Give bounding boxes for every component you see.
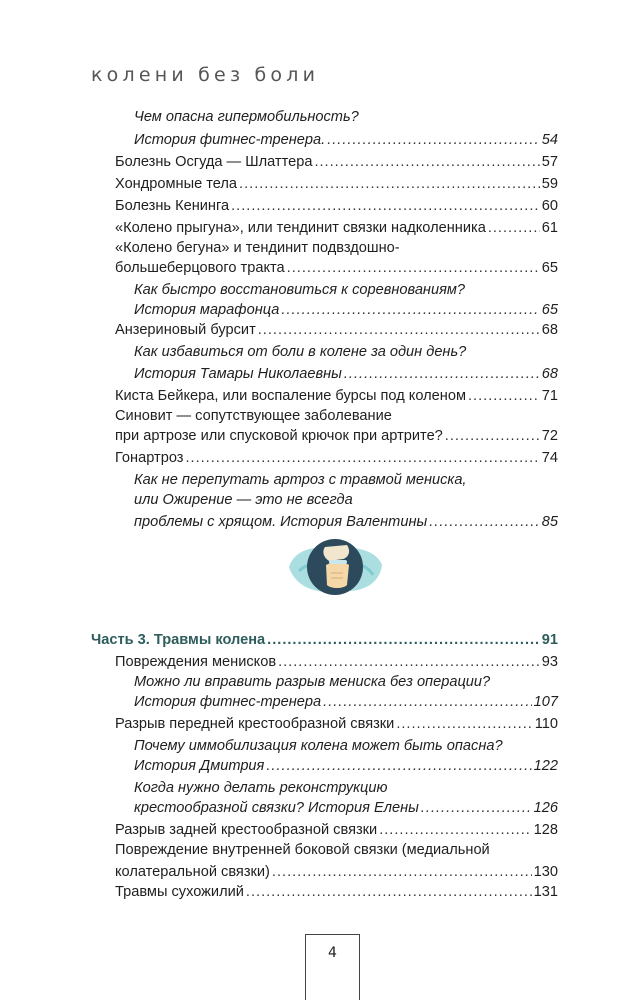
toc-page-number: 85 (541, 514, 558, 530)
toc-entry (134, 756, 558, 776)
toc-entry-title: Разрыв задней крестообразной связки (115, 822, 378, 838)
dot-leader (287, 258, 540, 278)
dot-leader (421, 798, 532, 818)
toc-page-number: 68 (541, 366, 558, 382)
dot-leader (267, 630, 540, 650)
dot-leader (278, 652, 540, 672)
toc-entry-title: Гонартроз (115, 450, 184, 466)
toc-entry (115, 386, 558, 406)
dot-leader (266, 756, 531, 776)
toc-page-number: 74 (541, 450, 558, 466)
dot-leader (488, 218, 540, 238)
dot-leader (344, 364, 540, 384)
dot-leader (185, 448, 539, 468)
running-header: колени без боли (91, 64, 320, 86)
dot-leader (281, 300, 539, 320)
dot-leader (323, 692, 532, 712)
toc-page-number: 91 (541, 632, 558, 648)
toc-entry (134, 300, 558, 320)
toc-entry-line: Повреждение внутренней боковой связки (медиальной (115, 842, 490, 858)
toc-entry (134, 130, 558, 150)
toc-entry-title: История фитнес-тренера (134, 694, 322, 710)
toc-entry (115, 320, 558, 340)
dot-leader (272, 862, 532, 882)
toc-entry-line: Как быстро восстановиться к соревнованиям? (134, 282, 465, 298)
toc-entry (134, 798, 558, 818)
toc-entry-line: или Ожирение — это не всегда (134, 492, 353, 508)
toc-entry-title: при артрозе или спусковой крючок при артрите? (115, 428, 443, 444)
toc-page-number: 128 (533, 822, 558, 838)
toc-entry-title: крестообразной связки? История Елены (134, 800, 419, 816)
dot-leader (231, 196, 540, 216)
toc-entry (134, 692, 558, 712)
toc-entry-line: Почему иммобилизация колена может быть опасна? (134, 738, 503, 754)
toc-page-number: 110 (534, 716, 558, 732)
dot-leader (396, 714, 532, 734)
toc-entry-title: Повреждения менисков (115, 654, 277, 670)
dot-leader (258, 320, 540, 340)
toc-entry-title: большеберцового тракта (115, 260, 285, 276)
toc-entry-title: Болезнь Осгуда — Шлаттера (115, 154, 313, 170)
toc-page-number: 72 (541, 428, 558, 444)
toc-entry (115, 152, 558, 172)
toc-page-number: 59 (541, 176, 558, 192)
toc-entry (115, 174, 558, 194)
toc-entry-title: проблемы с хрящом. История Валентины (134, 514, 428, 530)
dot-leader (239, 174, 540, 194)
toc-entry (115, 258, 558, 278)
toc-page-number: 54 (541, 132, 558, 148)
toc-page-number: 57 (541, 154, 558, 170)
toc-entry (115, 882, 558, 902)
toc-entry-title: Часть 3. Травмы колена (91, 632, 266, 648)
toc-entry-line: Как не перепутать артроз с травмой мениска, (134, 472, 467, 488)
toc-entry-title: Болезнь Кенинга (115, 198, 230, 214)
page-number: 4 (305, 934, 360, 1000)
knee-joint-icon (285, 527, 385, 607)
toc-page-number: 131 (533, 884, 558, 900)
toc-page-number: 107 (533, 694, 558, 710)
toc-entry-title: Разрыв передней крестообразной связки (115, 716, 395, 732)
dot-leader (327, 130, 540, 150)
dot-leader (379, 820, 531, 840)
toc-entry (115, 714, 558, 734)
toc-entry-title: Киста Бейкера, или воспаление бурсы под коленом (115, 388, 466, 404)
toc-entry-title: Анзериновый бурсит (115, 322, 256, 338)
toc-entry-line: Синовит — сопутствующее заболевание (115, 408, 392, 424)
toc-entry-line: Чем опасна гипермобильность? (134, 109, 359, 125)
toc-entry-title: Хондромные тела (115, 176, 238, 192)
toc-entry (115, 652, 558, 672)
dot-leader (314, 152, 539, 172)
toc-entry-line: Как избавиться от боли в колене за один день? (134, 344, 467, 360)
dot-leader (468, 386, 540, 406)
toc-page-number: 122 (533, 758, 558, 774)
dot-leader (429, 512, 540, 532)
toc-entry (115, 862, 558, 882)
toc-entry-title: колатеральной связки) (115, 864, 270, 880)
toc-page-number: 65 (541, 302, 558, 318)
toc-entry-title: «Колено прыгуна», или тендинит связки надколенника (115, 220, 486, 236)
toc-page-number: 68 (541, 322, 558, 338)
toc-page-number: 93 (541, 654, 558, 670)
toc-page-number: 61 (541, 220, 558, 236)
toc-part-heading (91, 630, 558, 650)
toc-page-number: 65 (541, 260, 558, 276)
toc-entry-title: История Тамары Николаевны (134, 366, 342, 382)
toc-page-number: 126 (533, 800, 558, 816)
toc-entry-line: Можно ли вправить разрыв мениска без операции? (134, 674, 491, 690)
toc-entry (115, 448, 558, 468)
dot-leader (246, 882, 532, 902)
toc-entry-line: Когда нужно делать реконструкцию (134, 780, 388, 796)
toc-entry-line: «Колено бегуна» и тендинит подвздошно- (115, 240, 400, 256)
dot-leader (445, 426, 540, 446)
toc-entry (134, 364, 558, 384)
toc-entry (115, 218, 558, 238)
toc-entry (115, 426, 558, 446)
toc-entry (115, 196, 558, 216)
toc-entry-title: История фитнес-тренера. (134, 132, 326, 148)
toc-page-number: 130 (533, 864, 558, 880)
toc-page-number: 71 (541, 388, 558, 404)
toc-entry-title: История марафонца (134, 302, 280, 318)
toc-entry-title: История Дмитрия (134, 758, 265, 774)
toc-entry-title: Травмы сухожилий (115, 884, 244, 900)
toc-entry (115, 820, 558, 840)
toc-page-number: 60 (541, 198, 558, 214)
